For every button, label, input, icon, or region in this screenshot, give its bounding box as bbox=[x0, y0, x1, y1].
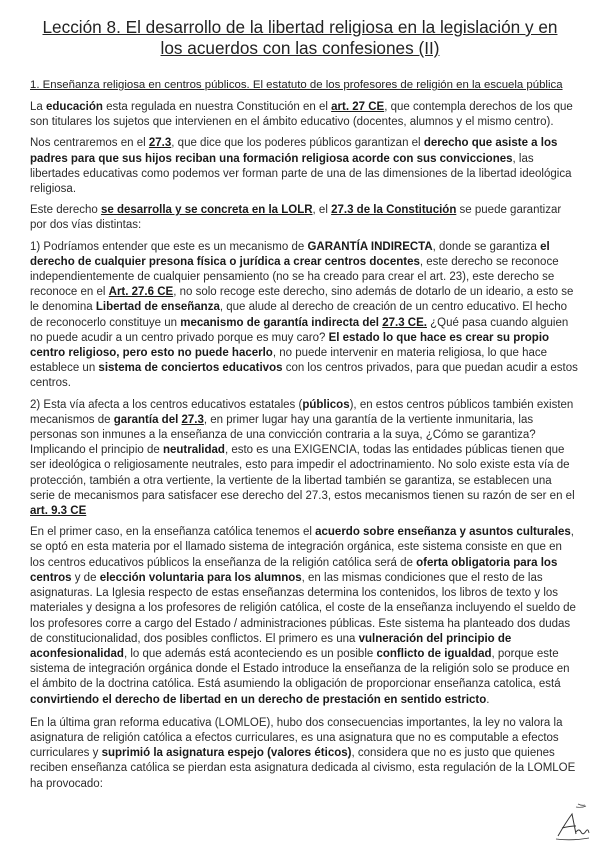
bold-term: sistema de conciertos educativos bbox=[98, 362, 283, 375]
text-run: 1) Podríamos entender que este es un mecanismo de bbox=[30, 240, 308, 253]
text-run: con los centros privados, para que puedan acudir a estos centros. bbox=[30, 362, 578, 390]
article-reference: art. 9.3 CE bbox=[30, 505, 87, 518]
text-run: , donde se garantiza bbox=[432, 240, 541, 253]
bold-term: vulneración del principio de aconfesionalidad bbox=[30, 632, 512, 660]
bold-term: oferta obligatoria para los centros bbox=[30, 556, 558, 584]
bold-term: derecho que asiste a los padres para que sus hijos reciban una formación religiosa acorde con sus convicciones bbox=[30, 137, 558, 165]
text-run: y de bbox=[71, 571, 100, 584]
bold-term: elección voluntaria para los alumnos bbox=[99, 571, 302, 584]
bold-term: neutralidad bbox=[162, 444, 225, 457]
text-run: , lo que además está aconteciendo es un posible bbox=[123, 647, 377, 660]
paragraph-garantia-indirecta bbox=[30, 240, 578, 392]
text-run: . bbox=[486, 693, 490, 706]
text-run: ¿Qué pasa cuando alguien no puede acudir a un centro privado porque es muy caro? bbox=[30, 316, 569, 344]
bold-term: convirtiendo el derecho de libertad en un derecho de prestación en sentido estricto bbox=[30, 693, 487, 706]
text-run: , este derecho se reconoce independientemente de cualquier pensamiento (no se ha creado para crear el art. 23), este derecho se reconoce en el bbox=[30, 255, 559, 299]
bold-term: acuerdo sobre enseñanza y asuntos culturales bbox=[315, 526, 571, 539]
text-run: esta regulada en nuestra Constitución en el bbox=[102, 101, 332, 113]
text-run: 2) Esta vía afecta a los centros educativos estatales ( bbox=[30, 398, 303, 411]
article-reference: 27.3 de la Constitución bbox=[331, 204, 457, 217]
article-reference: art. 27 CE bbox=[331, 101, 385, 113]
text-run: En la última gran reforma educativa (LOMLOE), hubo dos consecuencias importantes, la ley no valora la asignatura de religión católica a efectos curriculares, es una asignatura que no es computable a efectos curriculares y bbox=[30, 716, 563, 760]
text-run: , las libertades educativas como podemos ver forman parte de una de las dimensiones de la libertad ideológica religiosa. bbox=[30, 152, 572, 196]
article-reference: 27.3 CE. bbox=[382, 316, 427, 329]
paragraph-lomloe bbox=[30, 716, 578, 792]
text-run: , el bbox=[312, 204, 332, 217]
bold-term: educación bbox=[46, 101, 103, 113]
bold-term: suprimió la asignatura espejo (valores éticos) bbox=[101, 747, 352, 760]
text-run: Este derecho bbox=[30, 204, 101, 217]
text-run: En el primer caso, en la enseñanza católica tenemos el bbox=[30, 526, 316, 539]
text-run: , que alude al derecho de creación de un centro educativo. El hecho de reconocerlo constituye un bbox=[30, 301, 567, 329]
paragraph-education bbox=[30, 100, 578, 130]
text-run: se puede garantizar por dos vías distintas: bbox=[30, 204, 562, 232]
document-body bbox=[30, 100, 578, 798]
article-reference: 27.3 bbox=[148, 137, 172, 150]
bold-term: Libertad de enseñanza bbox=[95, 301, 220, 314]
text-run: , porque este sistema de integración orgánica donde el Estado introduce la enseñanza de la religión solo se produce en el ámbito de la doctrina católica. Está asumiendo la obligación de proporcionar enseñanza catolica, está bbox=[30, 647, 570, 691]
bold-term: mecanismo de garantía indirecta del bbox=[180, 316, 383, 329]
bold-term: el derecho de cualquier presona física o jurídica a crear centros docentes bbox=[30, 240, 550, 268]
bold-term: públicos bbox=[302, 398, 350, 411]
bold-term: garantía del bbox=[113, 413, 182, 426]
text-run: ), en estos centros públicos también existen mecanismos de bbox=[30, 398, 574, 426]
bold-term: El estado lo que hace es crear su propio centro religioso, pero esto no puede hacerlo bbox=[30, 331, 550, 360]
text-run: , se optó en esta materia por el llamado sistema de integración orgánica, este sistema consiste en que en los centros educativos públicos la enseñanza de la religión católica será de bbox=[30, 526, 574, 569]
text-run: , no solo recoge este derecho, sino además de dotarlo de un ideario, a esto se le denomina bbox=[30, 286, 574, 314]
text-run: , que contempla derechos de los que son titulares los sujetos que intervienen en el ámbito educativo (docentes, alumnos y el mismo centro). bbox=[30, 101, 573, 129]
page-title: Lección 8. El desarrollo de la libertad religiosa en la legislación y en los acuerdos con las confesiones (II) bbox=[42, 17, 558, 58]
paragraph-lolr bbox=[30, 203, 578, 233]
text-run: , no puede intervenir en materia religiosa, lo que hace establece un bbox=[30, 347, 548, 375]
text-run: , considera que no es justo que quienes reciben enseñanza católica se pierdan esta asignatura dedicada al civismo, esta regulación de la LOMLOE ha provocado: bbox=[30, 747, 576, 790]
text-run: , en las mismas condiciones que el resto de las asignaturas. La Iglesia respecto de estas enseñanzas determina los contenidos, los libros de texto y los materiales y designa a los profesores de religión católica, el coste de la enseñanza incluyendo el sueldo de los profesores corre a cargo del Estado / administraciones públicas. Este sistema ha planteado dos dudas de constitucionalidad, dos posibles conflictos. El primero es una bbox=[30, 571, 576, 645]
text-run: Nos centraremos en el bbox=[30, 137, 149, 150]
article-reference: Art. 27.6 CE bbox=[108, 286, 174, 299]
paragraph-27-3 bbox=[30, 136, 578, 197]
bold-term: GARANTÍA INDIRECTA bbox=[307, 240, 433, 253]
signature-icon bbox=[552, 798, 592, 842]
article-reference: 27.3 bbox=[181, 413, 204, 426]
paragraph-ensenanza-catolica bbox=[30, 525, 578, 707]
text-run: , en primer lugar hay una garantía de la vertiente inmunitaria, las personas son inmunes a la enseñanza de una convicción contraria a la suya, ¿Cómo se garantiza? Implicando el principio de bbox=[30, 413, 536, 457]
bold-underlined-term: se desarrolla y se concreta en la LOLR bbox=[100, 204, 313, 217]
paragraph-centros-publicos bbox=[30, 398, 578, 520]
text-run: La bbox=[30, 101, 46, 113]
text-run: , esto es una EXIGENCIA, todas las entidades públicas tienen que ser ideológica o religiosamente neutrales, esto para impedir el adoctrinamiento. No solo existe esta vía de protección, también a otra vertiente, la vertiente de la libertad también se garantiza, se establecen una serie de mecanismos para satisfacer ese derecho del 27.3, estos mecanismos tienen su razón de ser en el bbox=[30, 444, 575, 502]
bold-term: conflicto de igualdad bbox=[376, 647, 492, 660]
text-run: , que dice que los poderes públicos garantizan el bbox=[171, 137, 424, 150]
section-heading-1: 1. Enseñanza religiosa en centros públicos. El estatuto de los profesores de religión en la escuela pública bbox=[30, 79, 563, 91]
